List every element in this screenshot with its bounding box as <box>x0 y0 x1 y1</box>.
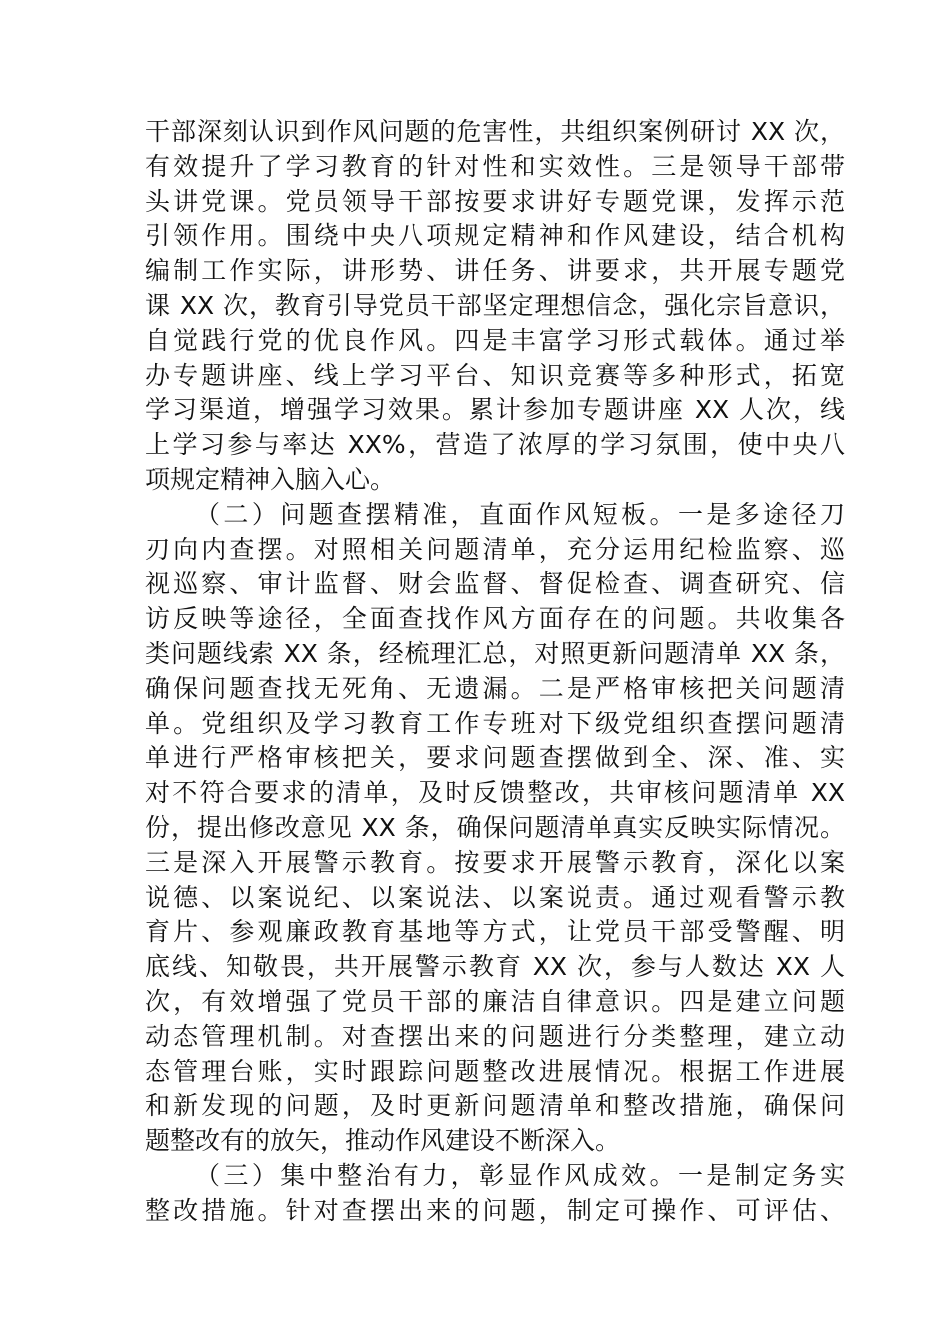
text-line: 份，提出修改意见 XX 条，确保问题清单真实反映实际情况。 <box>145 812 845 842</box>
text-line: 学习渠道，增强学习效果。累计参加专题讲座 XX 人次，线 <box>145 395 845 425</box>
text-line: 态管理台账，实时跟踪问题整改进展情况。根据工作进展 <box>145 1056 845 1086</box>
text-line: 类问题线索 XX 条，经梳理汇总，对照更新问题清单 XX 条， <box>145 638 845 668</box>
text-line: 题整改有的放矢，推动作风建设不断深入。 <box>145 1126 621 1156</box>
text-line: 说德、以案说纪、以案说法、以案说责。通过观看警示教 <box>145 882 845 912</box>
text-line: 自觉践行党的优良作风。四是丰富学习形式载体。通过举 <box>145 325 845 355</box>
text-line: 有效提升了学习教育的针对性和实效性。三是领导干部带 <box>145 151 845 181</box>
text-line: 整改措施。针对查摆出来的问题，制定可操作、可评估、 <box>145 1195 845 1225</box>
text-line: 上学习参与率达 XX%，营造了浓厚的学习氛围，使中央八 <box>145 430 845 460</box>
text-line: 单进行严格审核把关，要求问题查摆做到全、深、准、实 <box>145 743 845 773</box>
text-line: 编制工作实际，讲形势、讲任务、讲要求，共开展专题党 <box>145 256 845 286</box>
text-line: 课 XX 次，教育引导党员干部坚定理想信念，强化宗旨意识， <box>145 290 845 320</box>
text-line: 干部深刻认识到作风问题的危害性，共组织案例研讨 XX 次， <box>145 117 845 146</box>
text-line: 底线、知敬畏，共开展警示教育 XX 次，参与人数达 XX 人 <box>145 952 845 982</box>
text-line: 头讲党课。党员领导干部按要求讲好专题党课，发挥示范 <box>145 186 845 216</box>
text-line: 引领作用。围绕中央八项规定精神和作风建设，结合机构 <box>145 221 845 251</box>
text-line: 项规定精神入脑入心。 <box>145 464 396 494</box>
text-line: 刃向内查摆。对照相关问题清单，充分运用纪检监察、巡 <box>145 534 845 564</box>
text-line: 单。党组织及学习教育工作专班对下级党组织查摆问题清 <box>145 708 845 738</box>
document-body <box>145 115 845 1229</box>
text-line: 对不符合要求的清单，及时反馈整改，共审核问题清单 XX <box>145 778 845 808</box>
text-line: 动态管理机制。对查摆出来的问题进行分类整理，建立动 <box>145 1021 845 1051</box>
text-line: 育片、参观廉政教育基地等方式，让党员干部受警醒、明 <box>145 917 845 947</box>
text-line: （二）问题查摆精准，直面作风短板。一是多途径刀 <box>195 499 845 529</box>
text-line: （三）集中整治有力，彰显作风成效。一是制定务实 <box>195 1160 845 1190</box>
text-line: 办专题讲座、线上学习平台、知识竞赛等多种形式，拓宽 <box>145 360 845 390</box>
text-line: 访反映等途径，全面查找作风方面存在的问题。共收集各 <box>145 604 845 634</box>
text-line: 确保问题查找无死角、无遗漏。二是严格审核把关问题清 <box>145 673 845 703</box>
text-line: 视巡察、审计监督、财会监督、督促检查、调查研究、信 <box>145 569 845 599</box>
text-line: 次，有效增强了党员干部的廉洁自律意识。四是建立问题 <box>145 986 845 1016</box>
text-line: 和新发现的问题，及时更新问题清单和整改措施，确保问 <box>145 1091 845 1121</box>
text-line: 三是深入开展警示教育。按要求开展警示教育，深化以案 <box>145 847 845 877</box>
